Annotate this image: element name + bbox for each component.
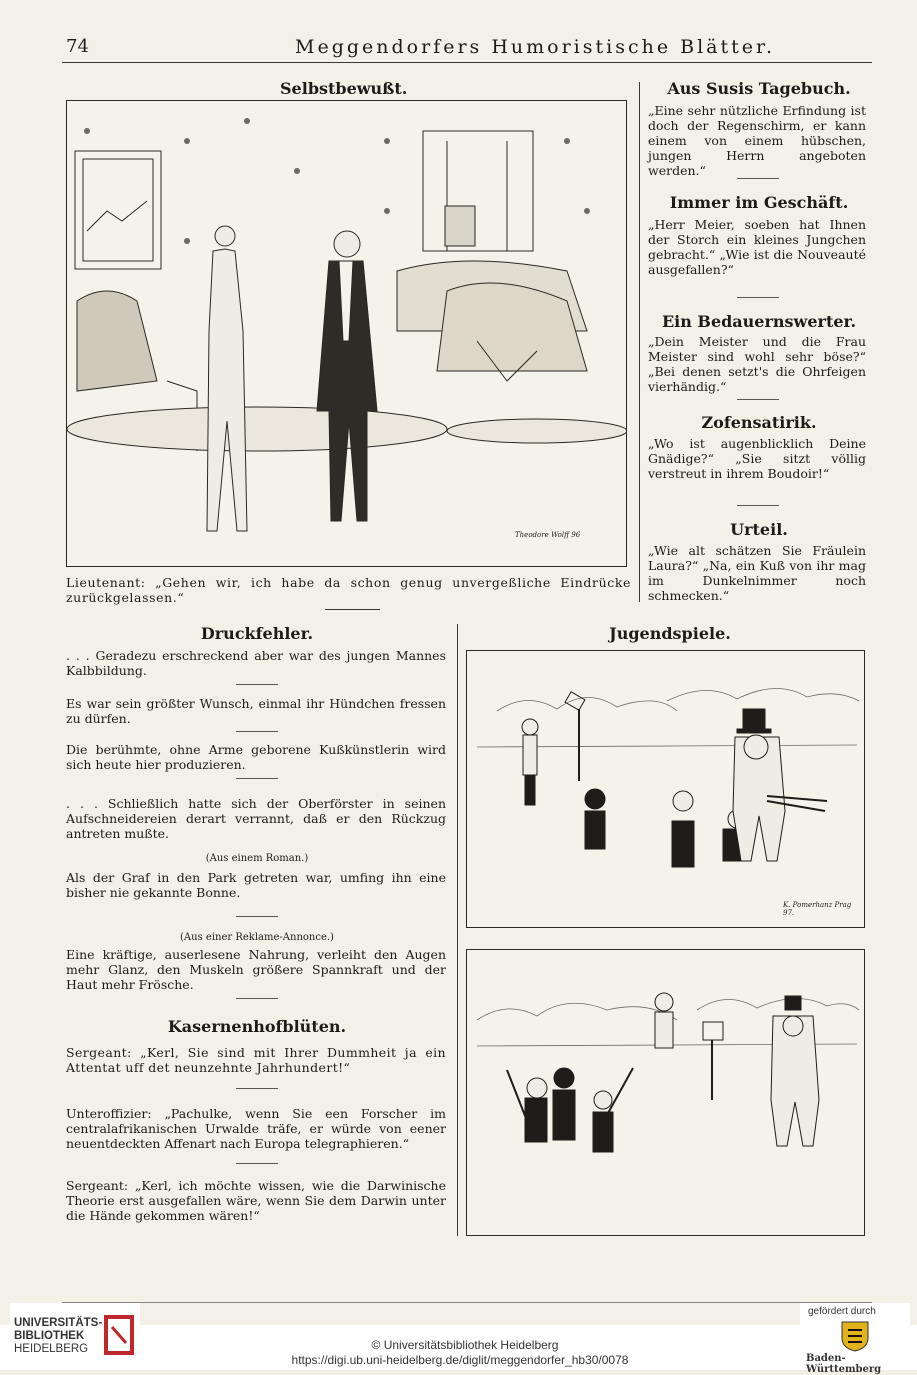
separator <box>236 778 278 779</box>
illustration-jugendspiele-2 <box>466 949 865 1236</box>
funded-by-label: gefördert durch <box>808 1306 876 1317</box>
illustration-caption: Lieutenant: „Gehen wir, ich habe da schon genug unvergeßliche Eindrücke zurückgelassen.“ <box>66 575 631 605</box>
drawing-children-playing <box>467 950 864 1235</box>
kasernen-item: Sergeant: „Kerl, Sie sind mit Ihrer Dummheit ja ein Attentat uff det neunzehnte Jahrhundert!“ <box>66 1045 446 1075</box>
funder-badge <box>800 1303 910 1375</box>
bottom-rule <box>62 1302 872 1303</box>
illustration-jugendspiele-1 <box>466 650 865 928</box>
separator <box>236 998 278 999</box>
separator <box>236 1088 278 1089</box>
text-ein-bedauernswerter: „Dein Meister und die Frau Meister sind wohl sehr böse?“ „Bei denen setzt's die Ohrfeigen vierhändig.“ <box>648 334 866 394</box>
signature-pomerhanz: K. Pomerhanz Prag 97. <box>783 901 852 917</box>
funder-name: Baden-Württemberg <box>806 1353 882 1375</box>
separator <box>236 916 278 917</box>
druckfehler-item: . . . Schließlich hatte sich der Oberförster in seinen Aufschneidereien derart verrannt, daß er den Rückzug antreten mußte. <box>66 796 446 841</box>
text-immer-im-geschaeft: „Herr Meier, soeben hat Ihnen der Storch ein kleines Jungchen gebracht.“ „Wie ist die Nouveauté ausgefallen?“ <box>648 217 866 277</box>
kasernen-item: Unteroffizier: „Pachulke, wenn Sie een Forscher im centralafrikanischen Urwalde träfe, er würde von eener neuentdeckten Affenart nach Europa telegraphieren.“ <box>66 1106 446 1151</box>
separator <box>737 178 779 179</box>
separator <box>236 731 278 732</box>
heading-jugendspiele: Jugendspiele. <box>609 624 731 643</box>
separator <box>737 505 779 506</box>
separator <box>737 399 779 400</box>
illustration-selbstbewusst <box>66 100 627 567</box>
heading-urteil: Urteil. <box>730 520 788 539</box>
copyright-notice: © Universitätsbibliothek Heidelberg <box>371 1338 559 1352</box>
drawing-children-with-man <box>467 651 864 927</box>
artist-signature: Theodore Wolff 96 <box>515 531 581 539</box>
illustration-title: Selbstbewußt. <box>280 79 408 98</box>
kasernen-item: Sergeant: „Kerl, ich möchte wissen, wie die Darwinische Theorie erst ausgefallen wäre, wenn Sie dem Darwin unter die Hände gekommen wären!“ <box>66 1178 446 1223</box>
druckfehler-item: Die berühmte, ohne Arme geborene Kußkünstlerin wird sich heute hier produzieren. <box>66 742 446 772</box>
logo-line-2: BIBLIOTHEK <box>14 1330 85 1342</box>
section-rule <box>325 609 380 610</box>
text-urteil: „Wie alt schätzen Sie Fräulein Laura?“ „Na, ein Kuß von ihr mag im Dunkelnimmer noch schmecken.“ <box>648 543 866 603</box>
state-coat-of-arms-icon <box>838 1318 872 1352</box>
page-number: 74 <box>66 36 89 57</box>
source-note-reklame: (Aus einer Reklame-Annonce.) <box>180 932 334 943</box>
druckfehler-item: . . . Geradezu erschreckend aber war des jungen Mannes Kalbbildung. <box>66 648 446 678</box>
magazine-title: Meggendorfers Humoristische Blätter. <box>295 36 776 58</box>
druckfehler-item: Als der Graf in den Park getreten war, umfing ihn eine bisher nie gekannte Bonne. <box>66 870 446 900</box>
druckfehler-item: Eine kräftige, auserlesene Nahrung, verleiht den Augen mehr Glanz, den Muskeln größere Spannkraft und der Haut mehr Frösche. <box>66 947 446 992</box>
logo-line-1: UNIVERSITÄTS- <box>14 1317 103 1329</box>
heading-zofensatirik: Zofensatirik. <box>701 413 817 432</box>
page-url-link[interactable]: https://digi.ub.uni-heidelberg.de/diglit/meggendorfer_hb30/0078 <box>291 1353 629 1367</box>
text-susis-tagebuch: „Eine sehr nützliche Erfindung ist doch der Regenschirm, er kann einem von einem hübschen, jungen Herrn angeboten werden.“ <box>648 103 866 178</box>
separator <box>236 684 278 685</box>
separator <box>737 297 779 298</box>
text-zofensatirik: „Wo ist augenblicklich Deine Gnädige?“ „Sie sitzt völlig verstreut in ihrem Boudoir!“ <box>648 436 866 481</box>
heading-kasernenhofblueten: Kasernenhofblüten. <box>167 1017 347 1036</box>
heading-susis-tagebuch: Aus Susis Tagebuch. <box>667 79 851 98</box>
drawing-salon-scene <box>67 101 626 566</box>
logo-line-3: HEIDELBERG <box>14 1343 89 1355</box>
library-logo <box>10 1303 140 1363</box>
heading-druckfehler: Druckfehler. <box>200 624 314 643</box>
druckfehler-item: Es war sein größter Wunsch, einmal ihr Hündchen fressen zu dürfen. <box>66 696 446 726</box>
header-rule <box>62 62 872 63</box>
heading-ein-bedauernswerter: Ein Bedauernswerter. <box>661 312 857 331</box>
column-divider-bottom <box>457 624 458 1236</box>
library-emblem-icon <box>102 1313 138 1359</box>
column-divider-top <box>639 82 640 602</box>
separator <box>236 1163 278 1164</box>
source-note-roman: (Aus einem Roman.) <box>205 853 309 864</box>
heading-immer-im-geschaeft: Immer im Geschäft. <box>669 193 849 212</box>
